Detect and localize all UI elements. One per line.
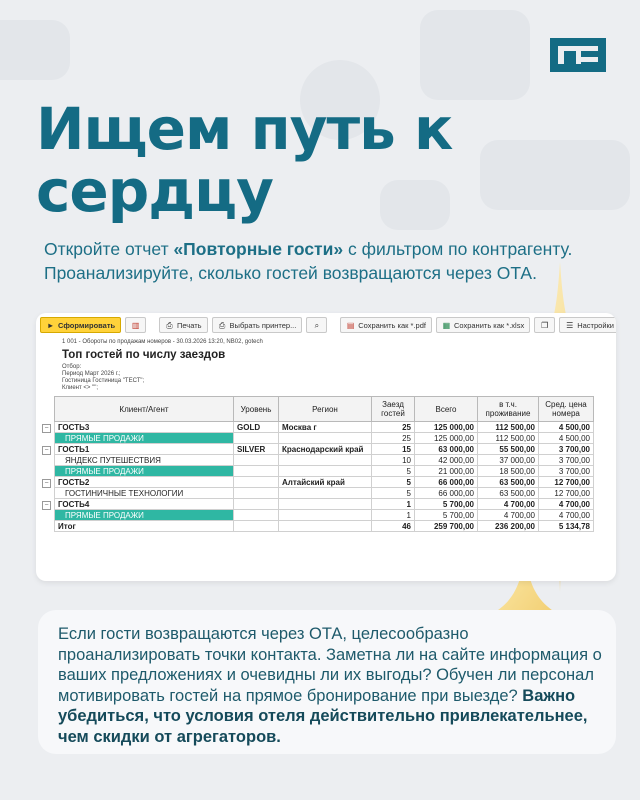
table-cell: Итог [55, 521, 234, 532]
table-cell: 10 [372, 455, 415, 466]
table-cell: 63 500,00 [478, 477, 539, 488]
table-cell: ЯНДЕКС ПУТЕШЕСТВИЯ [55, 455, 234, 466]
table-cell: 55 500,00 [478, 444, 539, 455]
table-cell: ГОСТИНИЧНЫЕ ТЕХНОЛОГИИ [55, 488, 234, 499]
column-header: Сред. цена номера [539, 397, 594, 422]
bottom-bold-text: Важно убедиться, что условия отеля действительно привлекательнее, чем скидки от агрегаторов. [58, 686, 588, 746]
table-cell: 25 [372, 422, 415, 433]
table-cell: 12 700,00 [539, 488, 594, 499]
column-header: Регион [279, 397, 372, 422]
report-header [42, 339, 612, 392]
settings-icon: ☰ [566, 320, 574, 330]
table-row [55, 422, 594, 433]
settings-label: Настройки [577, 320, 614, 330]
table-cell: 1 [372, 510, 415, 521]
choose-printer-label: Выбрать принтер... [229, 320, 297, 330]
printer-icon: ⎙ [166, 320, 173, 330]
table-row [55, 466, 594, 477]
table-cell [279, 499, 372, 510]
table-cell [279, 455, 372, 466]
generate-button[interactable] [40, 317, 121, 333]
table-cell: 18 500,00 [478, 466, 539, 477]
table-cell: SILVER [234, 444, 279, 455]
table-cell: 3 700,00 [539, 455, 594, 466]
choose-printer-button[interactable] [212, 317, 303, 333]
table-cell: 1 [372, 499, 415, 510]
column-header: в т.ч. проживание [478, 397, 539, 422]
table-cell: 4 700,00 [539, 510, 594, 521]
intro-report-name: «Повторные гости» [173, 239, 344, 259]
collapse-icon[interactable]: − [42, 479, 51, 488]
printer-settings-icon: ⎙ [218, 320, 226, 330]
table-cell: 12 700,00 [539, 477, 594, 488]
table-cell [234, 477, 279, 488]
table-cell: 42 000,00 [415, 455, 478, 466]
table-cell: Москва г [279, 422, 372, 433]
report-meta-line: 1 001 - Обороты по продажам номеров - 30.03.2026 13:20, NB02, gotech [62, 339, 263, 345]
save-xlsx-label: Сохранить как *.xlsx [453, 320, 525, 330]
intro-part-2: с фильтром по контрагенту. Проанализируйте, сколько гостей возвращаются через ОТА. [44, 239, 573, 283]
play-icon: ▸ [48, 320, 53, 330]
table-cell: 5 134,78 [539, 521, 594, 532]
table-cell: 112 500,00 [478, 422, 539, 433]
print-label: Печать [176, 320, 202, 330]
pdf-icon: ▤ [346, 320, 355, 330]
table-row [55, 433, 594, 444]
table-cell: 5 700,00 [415, 510, 478, 521]
table-cell: 25 [372, 433, 415, 444]
table-cell: ГОСТЬ3 [55, 422, 234, 433]
table-cell [234, 488, 279, 499]
save-pdf-label: Сохранить как *.pdf [358, 320, 426, 330]
column-header: Клиент/Агент [55, 397, 234, 422]
table-cell: 3 700,00 [539, 466, 594, 477]
table-row [55, 444, 594, 455]
headline-line-1: Ищем путь к [36, 95, 453, 163]
table-row [55, 499, 594, 510]
table-cell: 37 000,00 [478, 455, 539, 466]
collapse-icon[interactable]: − [42, 424, 51, 433]
table-cell: 4 500,00 [539, 422, 594, 433]
table-cell: 63 500,00 [478, 488, 539, 499]
table-cell: 125 000,00 [415, 433, 478, 444]
table-cell: 4 700,00 [539, 499, 594, 510]
table-cell: 5 [372, 477, 415, 488]
table-cell: 46 [372, 521, 415, 532]
table-cell: 4 700,00 [478, 499, 539, 510]
report-filter-label: Отбор: [62, 364, 82, 370]
intro-part-1: Откройте отчет [44, 239, 174, 259]
table-cell: 3 700,00 [539, 444, 594, 455]
table-cell [234, 433, 279, 444]
company-logo-icon [550, 38, 606, 72]
table-cell: 259 700,00 [415, 521, 478, 532]
collapse-icon[interactable]: − [42, 501, 51, 510]
table-cell: 125 000,00 [415, 422, 478, 433]
collapse-icon[interactable]: − [42, 446, 51, 455]
report-toolbar [36, 313, 616, 337]
print-button[interactable] [159, 317, 208, 333]
table-cell: ПРЯМЫЕ ПРОДАЖИ [55, 433, 234, 444]
save-xlsx-button[interactable] [436, 317, 530, 333]
report-title: Топ гостей по числу заездов [62, 349, 226, 361]
column-header: Уровень [234, 397, 279, 422]
table-row [55, 510, 594, 521]
table-row [55, 521, 594, 532]
table-cell: 5 [372, 488, 415, 499]
table-cell: ГОСТЬ2 [55, 477, 234, 488]
table-cell: ПРЯМЫЕ ПРОДАЖИ [55, 510, 234, 521]
table-cell: 15 [372, 444, 415, 455]
column-header: Заезд гостей [372, 397, 415, 422]
excel-icon: ▦ [442, 320, 451, 330]
table-cell: 66 000,00 [415, 477, 478, 488]
table-cell: ГОСТЬ1 [55, 444, 234, 455]
table-cell: GOLD [234, 422, 279, 433]
table-cell: ГОСТЬ4 [55, 499, 234, 510]
table-cell: 21 000,00 [415, 466, 478, 477]
bottom-regular-text: Если гости возвращаются через ОТА, целесообразно проанализировать точки контакта. Заметна ли на сайте информация о ваших предложениях и очевидны ли их выгоды? Обучен ли персонал мотивировать гостей на прямое бронирование при выезде? [58, 625, 602, 705]
headline-line-2: сердцу [36, 157, 273, 225]
report-period: Период Март 2026 г.; [62, 371, 121, 377]
table-row [55, 488, 594, 499]
report-table [54, 396, 594, 532]
report-screenshot [36, 313, 616, 581]
settings-button[interactable] [559, 317, 616, 333]
generate-label: Сформировать [58, 320, 116, 330]
table-cell [234, 521, 279, 532]
table-cell: 236 200,00 [478, 521, 539, 532]
save-pdf-button[interactable] [340, 317, 432, 333]
table-cell [279, 433, 372, 444]
table-row [55, 477, 594, 488]
table-cell [279, 466, 372, 477]
report-hotel: Гостиница Гостиница "ТЕСТ"; [62, 378, 145, 384]
preview-button[interactable] [306, 317, 327, 333]
table-header-row [55, 397, 594, 422]
copy-button[interactable] [534, 317, 555, 333]
table-cell [279, 521, 372, 532]
table-cell [279, 510, 372, 521]
table-cell [279, 488, 372, 499]
table-cell: 4 700,00 [478, 510, 539, 521]
chart-button[interactable] [125, 317, 146, 333]
table-cell: 4 500,00 [539, 433, 594, 444]
table-cell [234, 499, 279, 510]
table-cell [234, 455, 279, 466]
table-cell: Краснодарский край [279, 444, 372, 455]
table-cell: 5 700,00 [415, 499, 478, 510]
copy-icon: ❐ [541, 320, 549, 330]
table-cell: 66 000,00 [415, 488, 478, 499]
chart-icon: ▥ [131, 320, 140, 330]
column-header: Всего [415, 397, 478, 422]
table-cell: 63 000,00 [415, 444, 478, 455]
bottom-paragraph [58, 624, 606, 747]
report-client-filter: Клиент <> ""; [62, 385, 99, 391]
table-cell [234, 510, 279, 521]
table-row [55, 455, 594, 466]
table-cell: 112 500,00 [478, 433, 539, 444]
magnifier-icon: ⌕ [314, 320, 320, 330]
table-cell: Алтайский край [279, 477, 372, 488]
table-cell: 5 [372, 466, 415, 477]
page-headline [36, 95, 453, 225]
table-cell [234, 466, 279, 477]
table-cell: ПРЯМЫЕ ПРОДАЖИ [55, 466, 234, 477]
